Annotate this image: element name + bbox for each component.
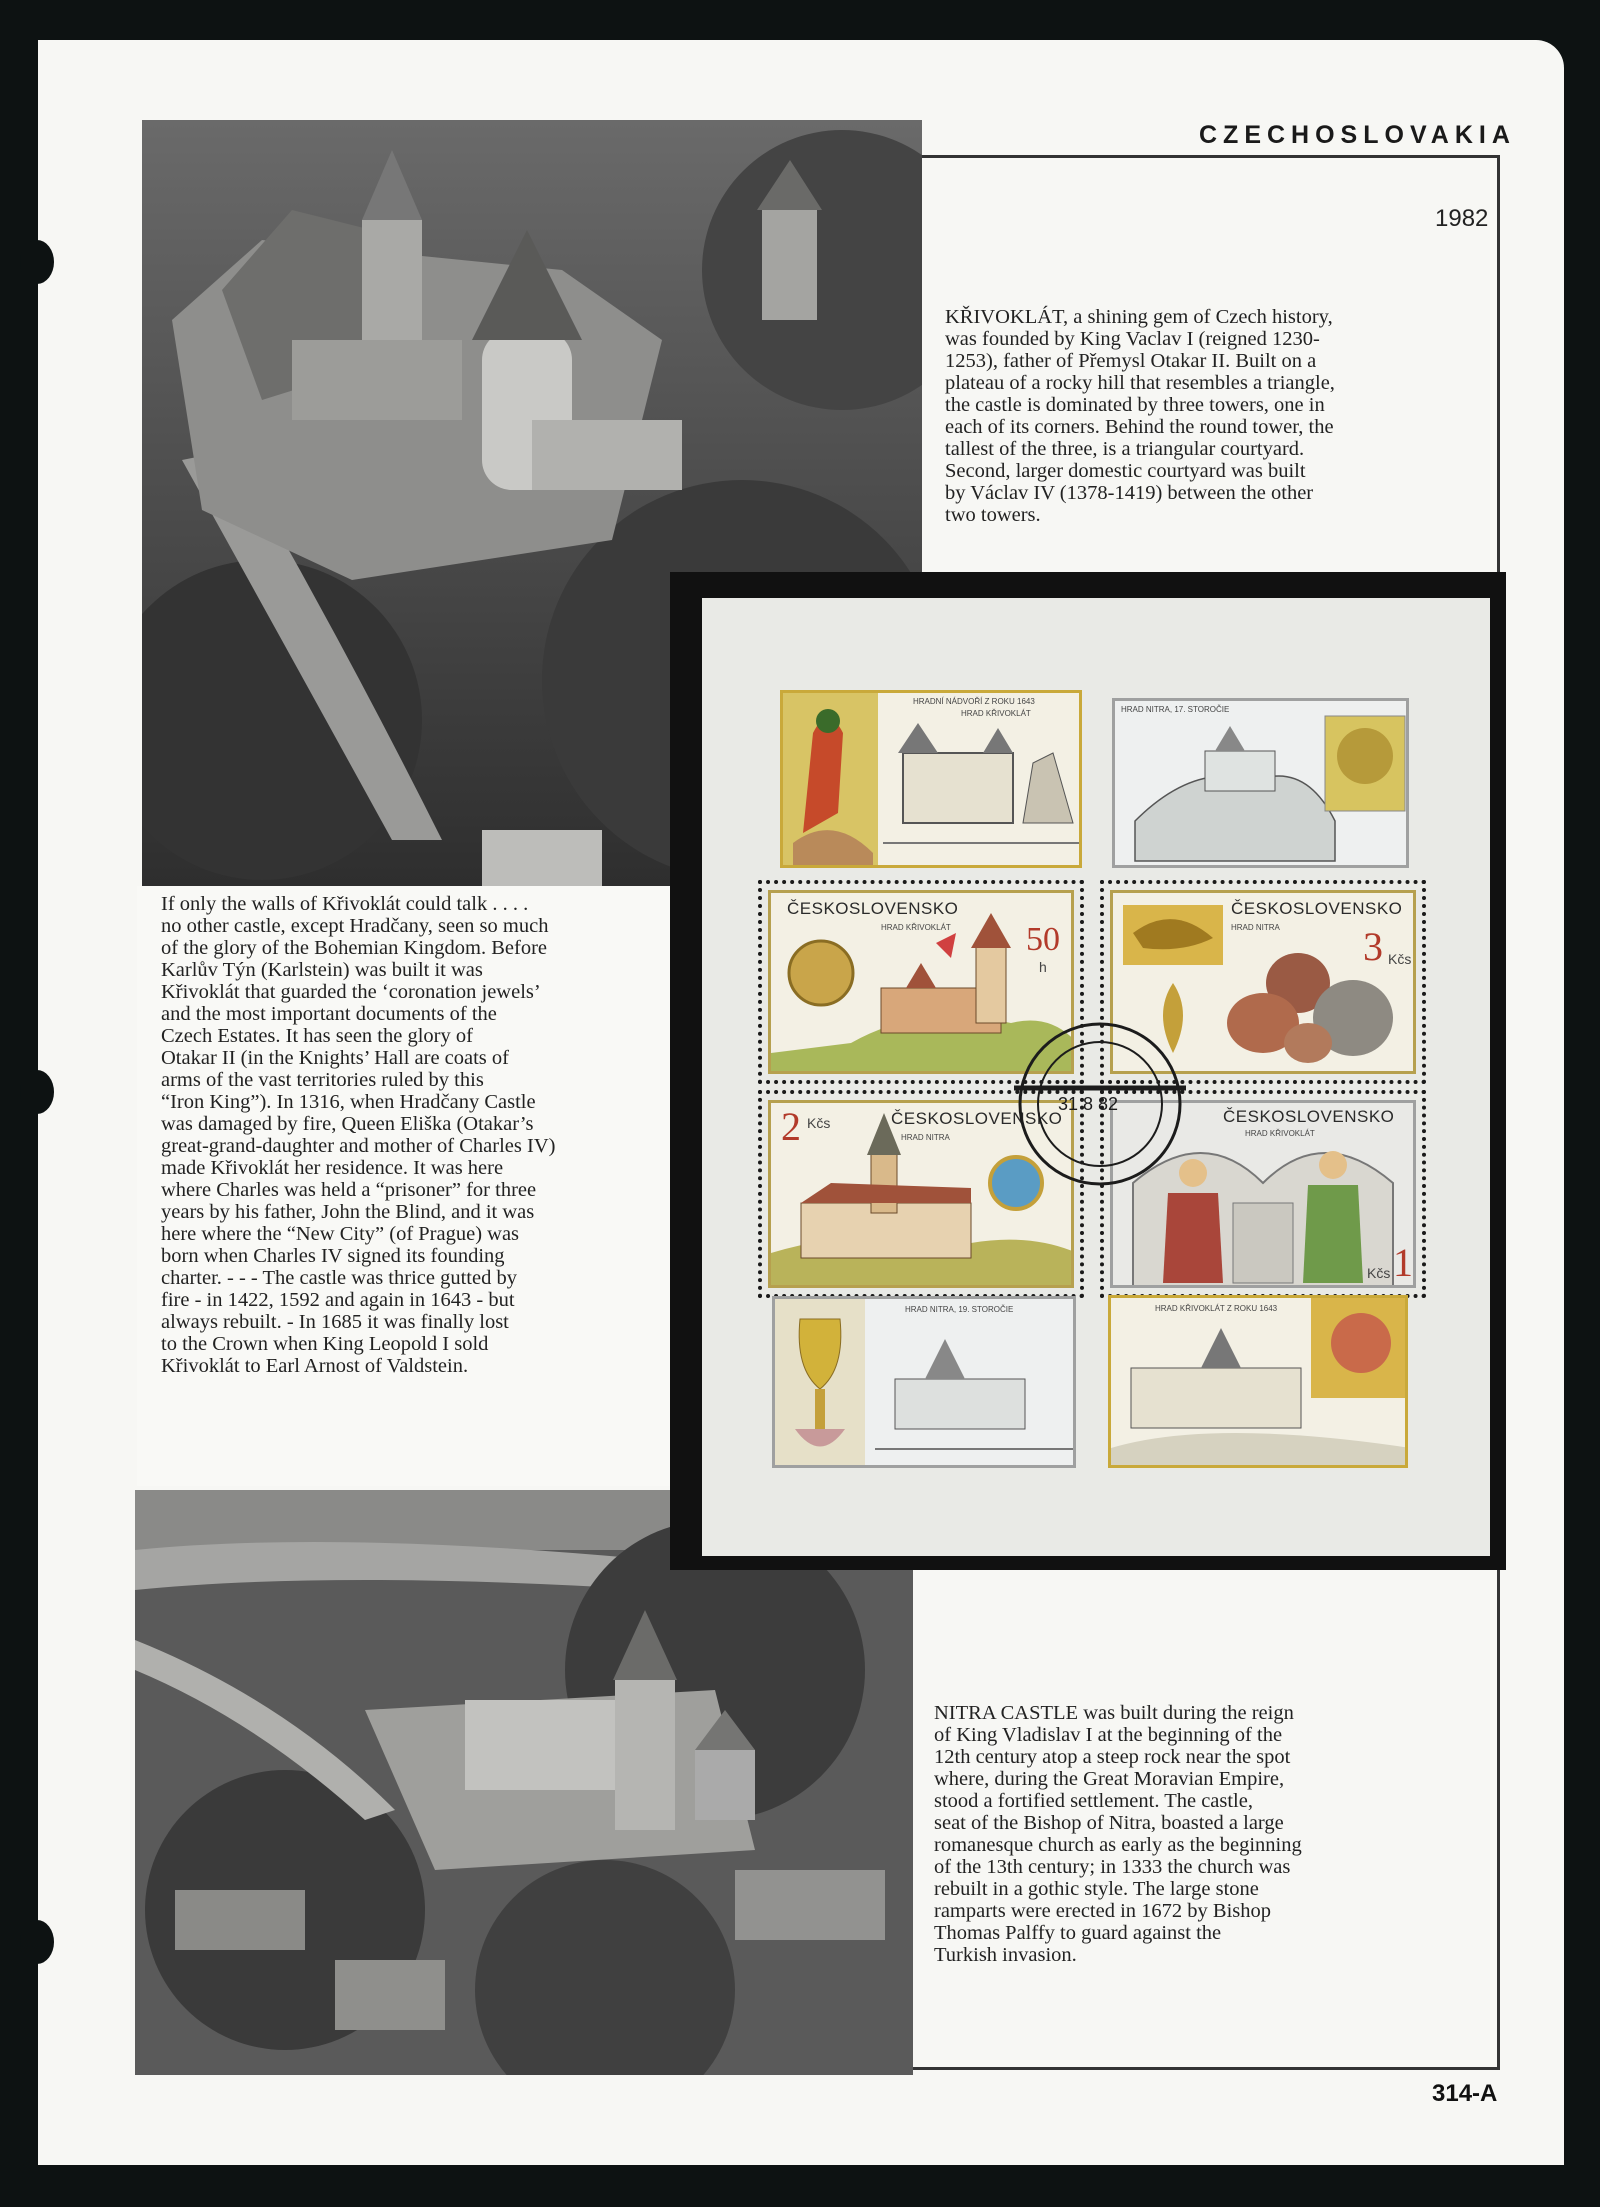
stamp-value: 50 bbox=[1026, 921, 1060, 958]
postmark bbox=[1014, 1018, 1186, 1190]
label-bottom-left-caption: HRAD NITRA, 19. STOROČIE bbox=[905, 1305, 1014, 1314]
label-top-left-caption: HRADNÍ NÁDVOŘÍ Z ROKU 1643 bbox=[913, 697, 1035, 706]
year-label: 1982 bbox=[1435, 205, 1489, 232]
stamp-castle-name: HRAD NITRA bbox=[901, 1133, 950, 1142]
label-panel-bottom-left bbox=[772, 1296, 1076, 1468]
frame-top-line bbox=[922, 155, 1500, 158]
stamp-castle-name: HRAD KŘIVOKLÁT bbox=[881, 923, 951, 932]
stamp-value: 2 bbox=[781, 1104, 801, 1149]
binder-hole bbox=[20, 1920, 54, 1964]
page-number: 314-A bbox=[1432, 2080, 1498, 2107]
stamp-unit: Kčs bbox=[1388, 951, 1412, 967]
label-top-right-caption: HRAD NITRA, 17. STOROČIE bbox=[1121, 705, 1230, 714]
stamp-country-name: ČESKOSLOVENSKO bbox=[1231, 899, 1403, 918]
stamp-castle-name: HRAD KŘIVOKLÁT bbox=[1245, 1129, 1315, 1138]
frame-bottom-line bbox=[912, 2067, 1500, 2070]
stamp-unit: Kčs bbox=[807, 1115, 831, 1131]
postmark-date: 31 8 82 bbox=[1058, 1094, 1119, 1114]
nitra-aerial-photo bbox=[135, 1490, 913, 2075]
country-heading: CZECHOSLOVAKIA bbox=[1199, 121, 1516, 149]
stamp-country-name: ČESKOSLOVENSKO bbox=[1223, 1107, 1395, 1126]
label-panel-top-right bbox=[1112, 698, 1409, 868]
label-bottom-right-caption: HRAD KŘIVOKLÁT Z ROKU 1643 bbox=[1155, 1304, 1278, 1313]
stamp-castle-name: HRAD NITRA bbox=[1231, 923, 1280, 932]
stamp-unit: h bbox=[1039, 959, 1047, 975]
krivoklat-history-text: If only the walls of Křivoklát could talk . . . . no other castle, except Hradčany, seen so much of the glory of the Bohemian Kingdom. Before Karlův Týn (Karlstein) was built it was Křivoklát that guarded the ‘coronation jewels’ and the most important documents of the Czech Estates. It has seen the glory of Otakar II (in the Knights’ Hall are coats of arms of the vast territories ruled by this “Iron King”). In 1316, when Hradčany Castle was damaged by fire, Queen Eliška (Otakar’s great-grand-daughter and mother of Charles IV) made Křivoklát her residence. It was here where Charles was held a “prisoner” for three years by his father, John the Blind, and it was here where the “New City” (of Prague) was born when Charles IV signed its founding charter. - - - The castle was thrice gutted by fire - in 1422, 1592 and again in 1643 - but always rebuilt. - In 1685 it was finally lost to the Crown when King Leopold I sold Křivoklát to Earl Arnost of Valdstein. bbox=[161, 893, 556, 1377]
stamp-value: 3 bbox=[1363, 924, 1383, 969]
nitra-description: NITRA CASTLE was built during the reign of King Vladislav I at the beginning of the 12th century atop a steep rock near the spot where, during the Great Moravian Empire, stood a fortified settlement. The castle, seat of the Bishop of Nitra, boasted a large romanesque church as early as the beginning of the 13th century; in 1333 the church was rebuilt in a gothic style. The large stone ramparts were erected in 1672 by Bishop Thomas Palffy to guard against the Turkish invasion. bbox=[934, 1702, 1302, 1966]
stamp-value: 1 bbox=[1393, 1240, 1413, 1285]
label-top-left-subcaption: HRAD KŘIVOKLÁT bbox=[961, 709, 1031, 718]
krivoklat-description: KŘIVOKLÁT, a shining gem of Czech history, was founded by King Vaclav I (reigned 1230- 1253), father of Přemysl Otakar II. Built on a plateau of a rocky hill that resembles a triangle, the castle is dominated by three towers, one in each of its corners. Behind the round tower, the tallest of the three, is a triangular courtyard. Second, larger domestic courtyard was built by Václav IV (1378-1419) between the other two towers. bbox=[945, 306, 1335, 526]
stamp-country-name: ČESKOSLOVENSKO bbox=[891, 1109, 1063, 1128]
stamp-country-name: ČESKOSLOVENSKO bbox=[787, 899, 959, 918]
binder-hole bbox=[20, 1070, 54, 1114]
stamp-unit: Kčs bbox=[1367, 1265, 1391, 1281]
souvenir-sheet bbox=[702, 598, 1490, 1556]
label-panel-bottom-right bbox=[1108, 1295, 1408, 1468]
label-panel-top-left bbox=[780, 690, 1082, 868]
binder-hole bbox=[20, 240, 54, 284]
